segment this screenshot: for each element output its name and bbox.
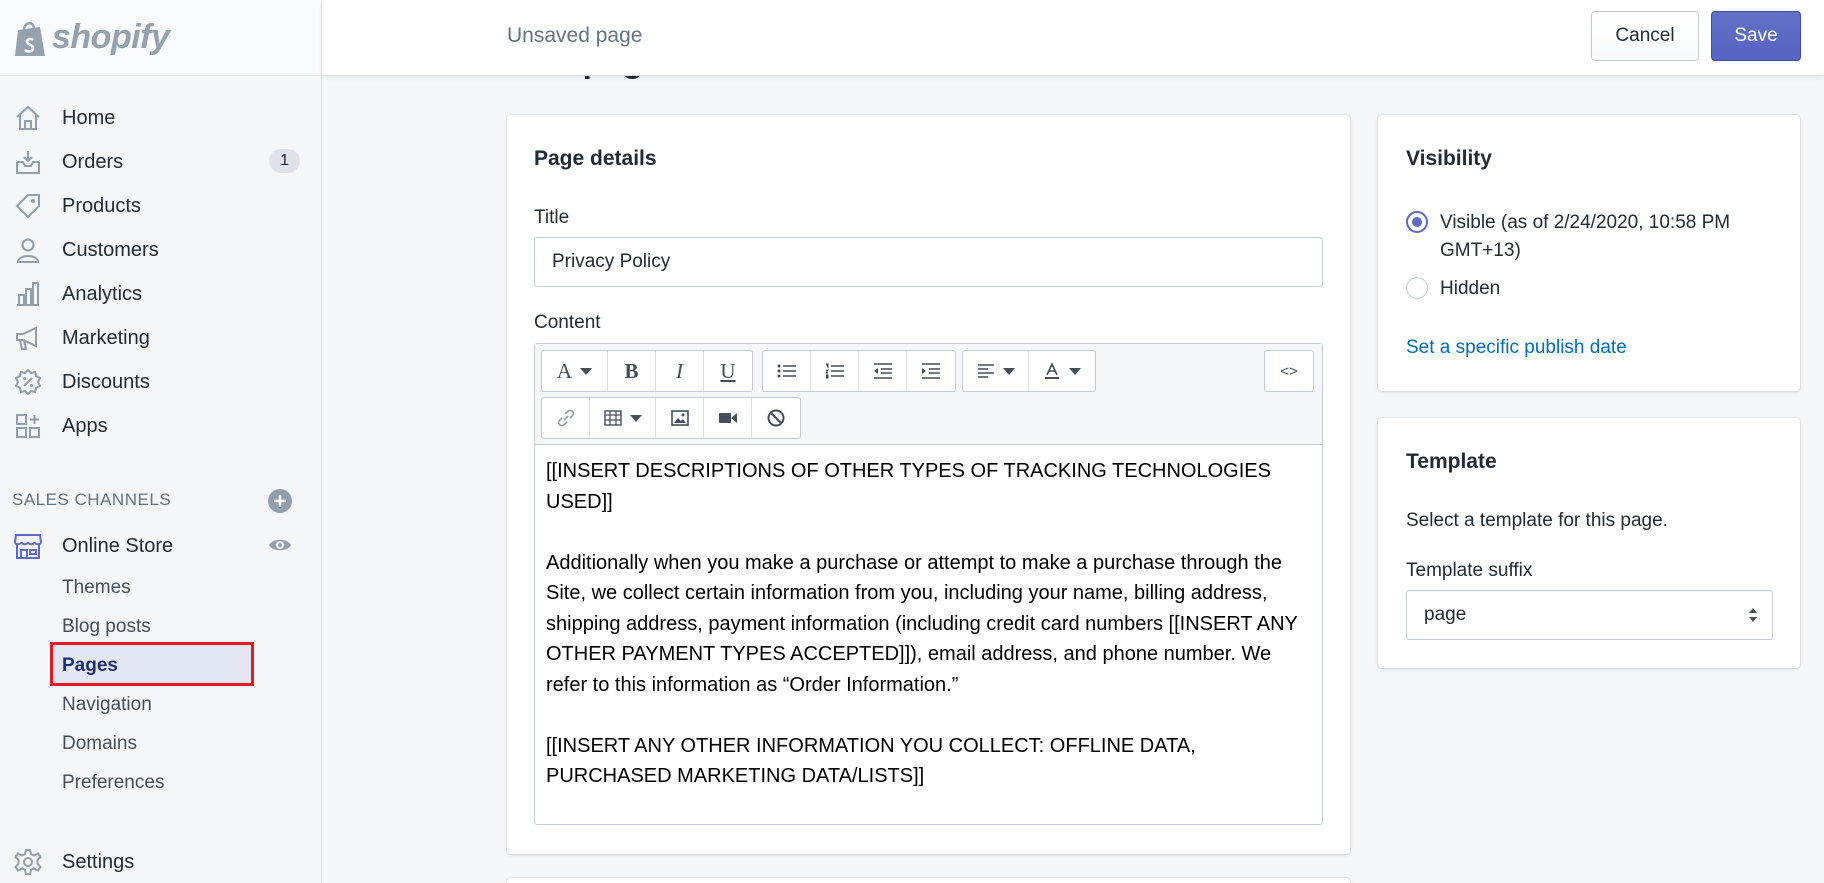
hidden-label: Hidden [1440, 278, 1501, 299]
sidebar-item-customers[interactable] [0, 228, 322, 272]
chevron-down-icon [1069, 368, 1081, 375]
table-icon [604, 410, 622, 426]
indent-button[interactable] [907, 351, 955, 391]
clear-formatting-button[interactable] [752, 398, 800, 438]
sidebar-item-orders[interactable] [0, 140, 322, 184]
sidebar-item-label: Customers [62, 238, 159, 261]
insert-table-dropdown[interactable] [590, 398, 656, 438]
select-arrows-icon [1748, 605, 1758, 625]
shopify-bag-icon [12, 18, 48, 58]
numbered-list-button[interactable] [811, 351, 859, 391]
gear-icon [12, 846, 44, 878]
content-paragraph: [[INSERT ANY OTHER INFORMATION YOU COLLECT: OFFLINE DATA, PURCHASED MARKETING DATA/LISTS]] [546, 734, 1196, 787]
seo-card-edge [507, 878, 1350, 883]
alignment-color-group [962, 350, 1096, 392]
video-icon [718, 411, 738, 425]
text-color-icon [1043, 362, 1061, 380]
add-sales-channel-button[interactable] [268, 489, 292, 513]
sidebar-item-label: Marketing [62, 326, 150, 349]
clear-format-icon [767, 409, 785, 427]
align-left-icon [977, 363, 995, 379]
sidebar-item-label: Discounts [62, 370, 150, 393]
template-description: Select a template for this page. [1406, 510, 1668, 531]
tag-icon [12, 190, 44, 222]
template-suffix-value: page [1424, 604, 1467, 625]
bold-icon: B [624, 358, 639, 383]
sidebar-item-label: Home [62, 106, 116, 129]
code-icon: <> [1280, 362, 1298, 380]
sidebar-item-label: Apps [62, 414, 108, 437]
bulleted-list-icon [777, 363, 797, 379]
eye-icon[interactable] [268, 536, 292, 559]
sidebar-item-settings[interactable] [0, 840, 322, 883]
orders-count-badge: 1 [269, 149, 300, 173]
numbered-list-icon [825, 363, 845, 379]
font-icon: A [556, 358, 573, 383]
online-store-subnav [0, 568, 322, 802]
sidebar-item-domains[interactable]: Domains [62, 732, 137, 754]
sidebar-item-navigation[interactable]: Navigation [62, 693, 152, 715]
text-color-dropdown[interactable] [1029, 351, 1095, 391]
underline-button[interactable] [704, 351, 752, 391]
indent-icon [921, 363, 941, 379]
visible-option[interactable] [1406, 209, 1776, 265]
insert-video-button[interactable] [704, 398, 752, 438]
template-suffix-select[interactable] [1406, 590, 1773, 640]
bar-chart-icon [12, 278, 44, 310]
hidden-radio[interactable] [1406, 277, 1428, 299]
content-paragraph: [[INSERT DESCRIPTIONS OF OTHER TYPES OF TRACKING TECHNOLOGIES USED]] [546, 460, 1271, 513]
content-label: Content [534, 312, 601, 333]
underline-icon: U [720, 358, 736, 383]
rich-text-editor [534, 343, 1323, 825]
bold-button[interactable] [608, 351, 656, 391]
shopify-logo[interactable] [0, 0, 321, 76]
italic-icon: I [676, 358, 683, 383]
chevron-down-icon [580, 368, 592, 375]
hidden-option[interactable] [1406, 275, 1500, 303]
sidebar [0, 0, 322, 883]
store-icon [12, 530, 44, 562]
template-title: Template [1406, 450, 1497, 473]
sidebar-item-marketing[interactable] [0, 316, 322, 360]
editor-toolbar [535, 344, 1322, 445]
visibility-card [1378, 115, 1800, 391]
megaphone-icon [12, 322, 44, 354]
sidebar-item-label: Products [62, 194, 141, 217]
insert-link-button[interactable] [542, 398, 590, 438]
chevron-down-icon [1003, 368, 1015, 375]
italic-button[interactable] [656, 351, 704, 391]
main-nav [0, 96, 322, 448]
sidebar-item-analytics[interactable] [0, 272, 322, 316]
visible-radio[interactable] [1406, 211, 1428, 233]
insert-group [541, 397, 801, 439]
page-details-card [507, 115, 1350, 854]
template-card [1378, 418, 1800, 668]
sidebar-item-pages[interactable]: Pages [62, 654, 118, 676]
sidebar-item-themes[interactable]: Themes [62, 576, 131, 598]
home-icon [12, 102, 44, 134]
cancel-button[interactable]: Cancel [1591, 11, 1699, 61]
outdent-button[interactable] [859, 351, 907, 391]
image-icon [671, 410, 689, 426]
sidebar-item-label: Settings [62, 850, 135, 873]
sidebar-item-label: Analytics [62, 282, 143, 305]
top-bar [322, 0, 1824, 76]
discount-icon [12, 366, 44, 398]
alignment-dropdown[interactable] [963, 351, 1029, 391]
sales-channels-heading: SALES CHANNELS [12, 490, 172, 509]
set-publish-date-link[interactable]: Set a specific publish date [1406, 337, 1627, 358]
sidebar-item-products[interactable] [0, 184, 322, 228]
person-icon [12, 234, 44, 266]
show-html-button[interactable] [1265, 351, 1313, 391]
editor-content-area[interactable] [546, 456, 1316, 822]
sidebar-item-online-store[interactable] [0, 524, 322, 568]
sidebar-item-apps[interactable] [0, 404, 322, 448]
list-group [762, 350, 956, 392]
sidebar-item-home[interactable] [0, 96, 322, 140]
font-style-dropdown[interactable] [542, 351, 608, 391]
visible-label: Visible (as of 2/24/2020, 10:58 PM GMT+13) [1440, 212, 1731, 261]
title-input[interactable]: Privacy Policy [534, 237, 1323, 287]
content-paragraph: Additionally when you make a purchase or attempt to make a purchase through the Site, we collect certain information from you, including your name, billing address, shipping address, payment information (including credit card numbers [[INSERT ANY OTHER PAYMENT TYPES ACCEPTED]]), email address, and phone number. We refer to this information as “Order Information.” [546, 551, 1298, 696]
logo-text: shopify [52, 18, 170, 56]
sidebar-item-label: Online Store [62, 534, 174, 557]
apps-icon [12, 410, 44, 442]
page-details-title: Page details [534, 147, 657, 170]
sidebar-item-label: Orders [62, 150, 124, 173]
save-button[interactable]: Save [1711, 11, 1801, 61]
title-label: Title [534, 207, 570, 228]
bulleted-list-button[interactable] [763, 351, 811, 391]
sidebar-item-blog-posts[interactable]: Blog posts [62, 615, 151, 637]
html-group [1264, 350, 1314, 392]
outdent-icon [873, 363, 893, 379]
insert-image-button[interactable] [656, 398, 704, 438]
link-icon [557, 409, 575, 427]
sidebar-item-preferences[interactable]: Preferences [62, 771, 165, 793]
text-format-group [541, 350, 753, 392]
sidebar-item-discounts[interactable] [0, 360, 322, 404]
chevron-down-icon [630, 415, 642, 422]
orders-icon [12, 146, 44, 178]
unsaved-page-title: Unsaved page [507, 24, 643, 47]
plus-icon [268, 489, 292, 513]
template-suffix-label: Template suffix [1406, 560, 1533, 581]
visibility-title: Visibility [1406, 147, 1492, 170]
